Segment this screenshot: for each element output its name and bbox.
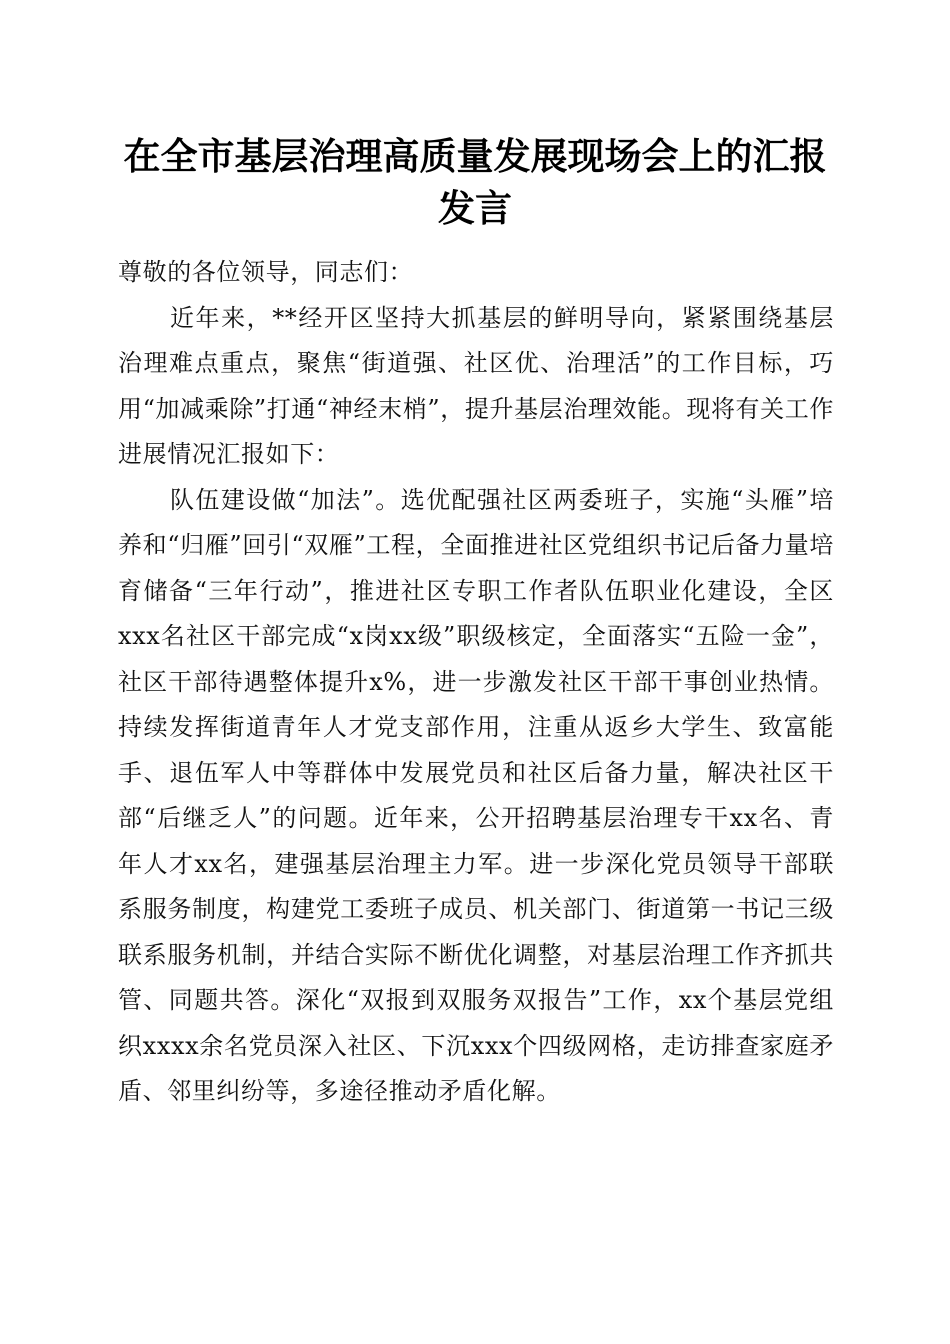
document-title: 在全市基层治理高质量发展现场会上的汇报发言 — [123, 134, 827, 230]
paragraph-intro: 近年来，**经开区坚持大抓基层的鲜明导向，紧紧围绕基层治理难点重点，聚焦“街道强、社区优、治理活”的工作目标，巧用“加减乘除”打通“神经末梢”，提升基层治理效能。现将有关工作进展情况汇报如下： — [118, 303, 834, 468]
paragraph-team-building: 队伍建设做“加法”。选优配强社区两委班子，实施“头雁”培养和“归雁”回引“双雁”工程，全面推进社区党组织书记后备力量培育储备“三年行动”，推进社区专职工作者队伍职业化建设，全区xxx名社区干部完成“x岗xx级”职级核定，全面落实“五险一金”，社区干部待遇整体提升x%，进一步激发社区干部干事创业热情。持续发挥街道青年人才党支部作用，注重从返乡大学生、致富能手、退伍军人中等群体中发展党员和社区后备力量，解决社区干部“后继乏人”的问题。近年来，公开招聘基层治理专干xx名、青年人才xx名，建强基层治理主力军。进一步深化党员领导干部联系服务制度，构建党工委班子成员、机关部门、街道第一书记三级联系服务机制，并结合实际不断优化调整，对基层治理工作齐抓共管、同题共答。深化“双报到双服务双报告”工作，xx个基层党组织xxxx余名党员深入社区、下沉xxx个四级网格，走访排查家庭矛盾、邻里纠纷等，多途径推动矛盾化解。 — [118, 485, 834, 1105]
document-body — [118, 250, 834, 1115]
salutation: 尊敬的各位领导，同志们： — [118, 258, 414, 286]
